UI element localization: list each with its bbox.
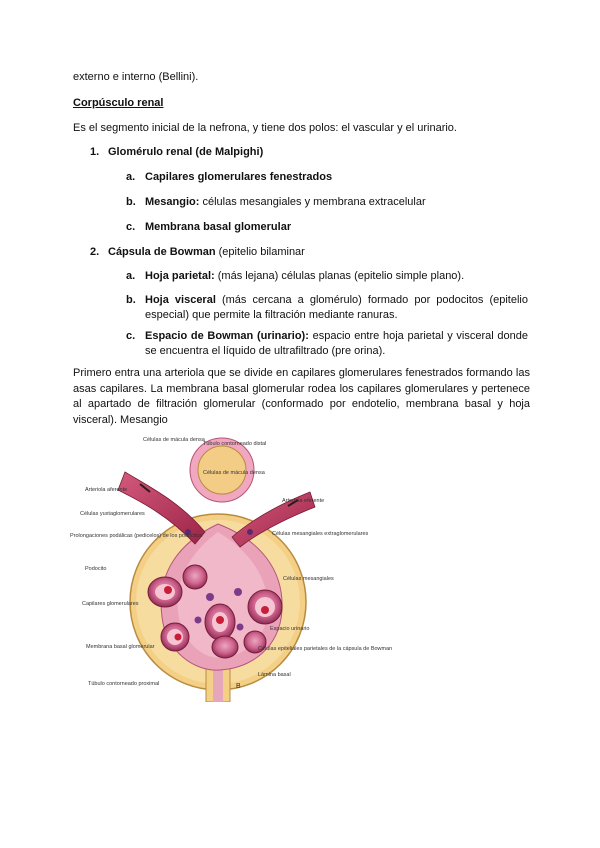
- sub-item-membrana: [145, 220, 528, 235]
- item-heading-2: [108, 245, 305, 260]
- sub-item-hoja-visceral: [145, 293, 528, 323]
- label-distal-tubule: Túbulo contorneado distal: [203, 441, 267, 447]
- label-figure-letter: B: [236, 683, 241, 690]
- sub-text: (más cercana a glomérulo) formado por podocitos (epitelio especial) que permite la filtración mediante ranuras.: [145, 294, 528, 321]
- sub-letter: b.: [126, 196, 136, 208]
- sub-bold: Espacio de Bowman (urinario):: [145, 330, 309, 342]
- sub-item-mesangio: [145, 195, 528, 210]
- label-podocyte: Podocito: [85, 566, 107, 572]
- sub-letter: c.: [126, 221, 136, 233]
- label-efferent: Arteriola eferente: [282, 498, 325, 504]
- label-capillaries: Capilares glomerulares: [82, 601, 139, 607]
- sub-text: espacio entre hoja parietal y visceral donde se encuentra el líquido de ultrafiltrado (pre orina).: [145, 330, 528, 357]
- label-afferent: Arteriola aferente: [85, 487, 128, 493]
- sub-bold: Mesangio:: [145, 196, 200, 208]
- intro-text: Es el segmento inicial de la nefrona, y tiene dos polos: el vascular y el urinario.: [73, 122, 457, 134]
- sub-letter: c.: [126, 330, 136, 342]
- item-number-2: 2.: [90, 246, 100, 258]
- label-pct: Túbulo contorneado proximal: [88, 681, 160, 687]
- sub-item-hoja-parietal: [145, 269, 528, 284]
- sub-letter: b.: [126, 294, 136, 306]
- sub-letter: a.: [126, 270, 136, 282]
- body-paragraph: Primero entra una arteriola que se divide en capilares glomerulares fenestrados formando las asas capilares. La membrana basal glomerular rodea los capilares glomerulares y pertenece al apartado de filtración glomerular (conformado por endotelio, membrana basal y hoja visceral). Mesangio: [73, 367, 530, 426]
- sub-bold: Membrana basal glomerular: [145, 221, 292, 233]
- item-title: Cápsula de Bowman: [108, 246, 216, 258]
- sub-text: células mesangiales y membrana extracelular: [199, 196, 426, 208]
- label-basement: Membrana basal glomerular: [86, 644, 155, 650]
- label-macula-cells: Células de mácula densa: [143, 437, 205, 443]
- label-basal-lamina: Lámina basal: [258, 672, 291, 678]
- label-parietal: Células epiteliales parietales de la cápsula de Bowman: [258, 646, 393, 652]
- item-number-1: 1.: [90, 146, 100, 158]
- label-yuxta: Células yuxtaglomerulares: [80, 511, 145, 517]
- sub-bold: Hoja parietal:: [145, 270, 215, 282]
- item-rest: (epitelio bilaminar: [215, 246, 305, 258]
- sub-item-capilares: [145, 170, 528, 185]
- sub-letter: a.: [126, 171, 136, 183]
- item-heading-1: [108, 145, 263, 160]
- label-extraglomerular: Células mesangiales extraglomerulares: [272, 531, 369, 537]
- label-macula-inner: Células de mácula densa: [203, 470, 265, 476]
- section-title: Corpúsculo renal: [73, 97, 164, 109]
- item-title: Glomérulo renal (de Malpighi): [108, 146, 264, 158]
- sub-item-espacio-bowman: [145, 329, 528, 359]
- sub-bold: Capilares glomerulares fenestrados: [145, 171, 333, 183]
- sub-text: (más lejana) células planas (epitelio simple plano).: [214, 270, 465, 282]
- label-mesangial: Células mesangiales: [283, 576, 334, 582]
- label-urinary-space: Espacio urinario: [270, 626, 310, 632]
- continued-line: externo e interno (Bellini).: [73, 71, 199, 83]
- label-processes: Prolongaciones podálicas (pedicelos) de los podocitos: [70, 533, 203, 539]
- sub-bold: Hoja visceral: [145, 294, 216, 306]
